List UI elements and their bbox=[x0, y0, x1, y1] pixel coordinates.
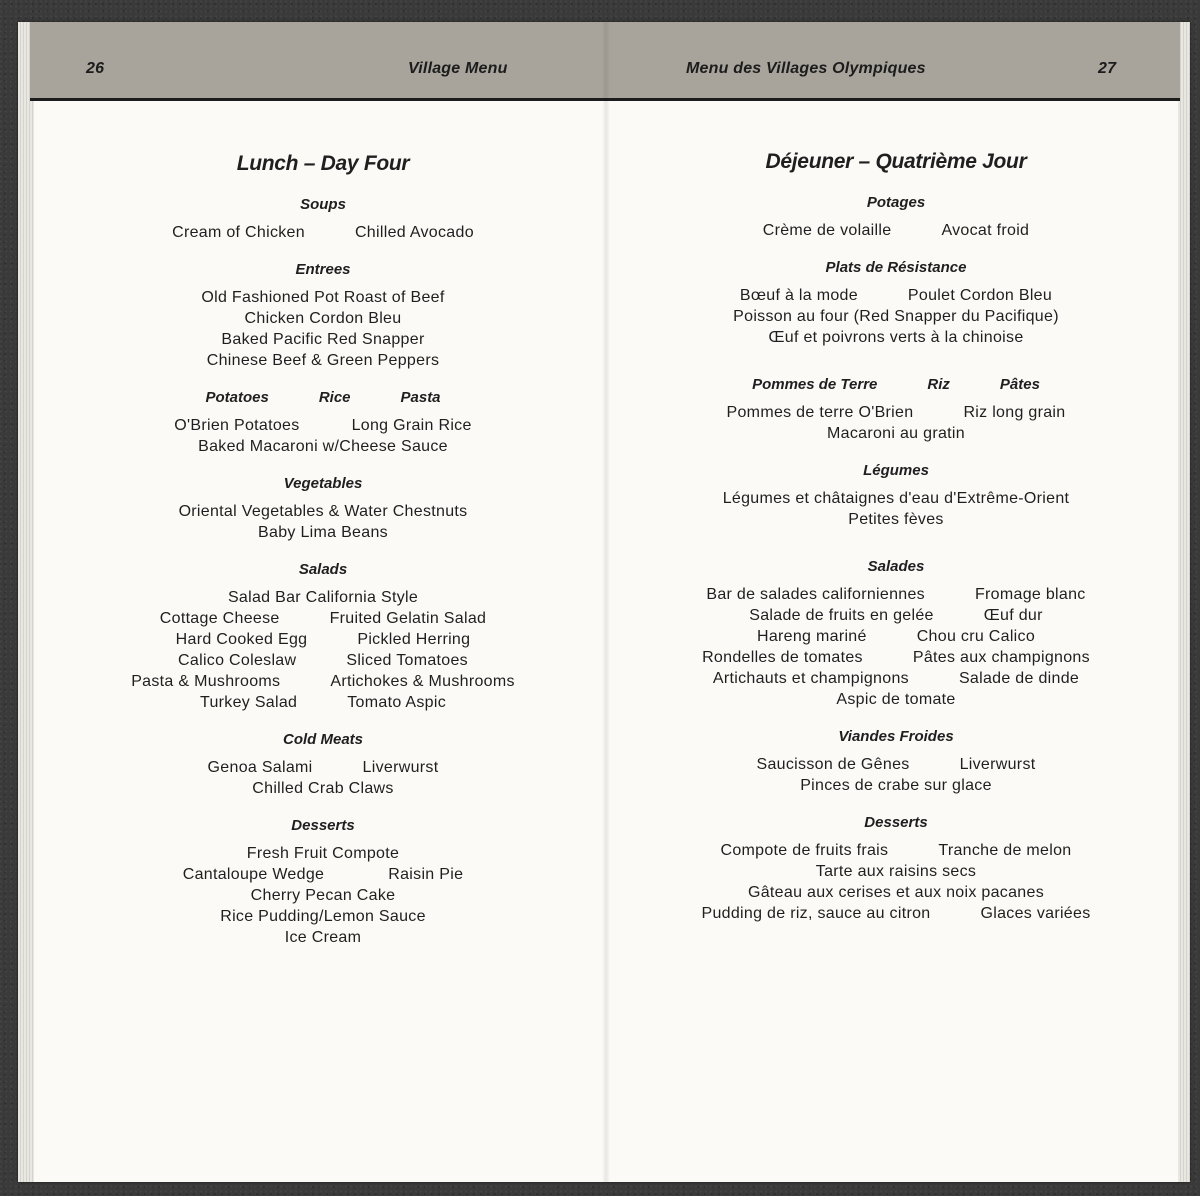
menu-item: Salade de dinde bbox=[958, 670, 1080, 687]
menu-item: Sliced Tomatoes bbox=[346, 652, 468, 669]
menu-item: Légumes et châtaignes d'eau d'Extrême-Orient bbox=[722, 490, 1070, 507]
section-heading: Riz bbox=[927, 376, 950, 393]
menu-title: Déjeuner – Quatrième Jour bbox=[765, 150, 1027, 173]
menu-item: Chou cru Calico bbox=[916, 628, 1036, 645]
menu-item: Rondelles de tomates bbox=[702, 649, 863, 666]
viandes-section bbox=[616, 728, 1176, 796]
section-heading: Soups bbox=[300, 196, 346, 213]
menu-line bbox=[616, 903, 1176, 924]
menu-item: Macaroni au gratin bbox=[827, 425, 965, 442]
menu-item: Artichauts et champignons bbox=[712, 670, 909, 687]
section-heading: Salades bbox=[867, 558, 925, 575]
section-heading: Pasta bbox=[400, 389, 441, 406]
menu-item: Pickled Herring bbox=[357, 631, 471, 648]
menu-line bbox=[58, 415, 588, 436]
menu-item: Compote de fruits frais bbox=[720, 842, 889, 859]
menu-line bbox=[58, 864, 588, 885]
menu-item: Chicken Cordon Bleu bbox=[244, 310, 402, 327]
menu-item: Pudding de riz, sauce au citron bbox=[701, 905, 931, 922]
menu-item: Baby Lima Beans bbox=[258, 524, 388, 541]
menu-item: Oriental Vegetables & Water Chestnuts bbox=[178, 503, 468, 520]
section-heading: Cold Meats bbox=[282, 731, 363, 748]
menu-item: Salade de fruits en gelée bbox=[749, 607, 934, 624]
menu-item: Poisson au four (Red Snapper du Pacifique) bbox=[733, 308, 1059, 325]
menu-line bbox=[616, 584, 1176, 605]
menu-line bbox=[616, 754, 1176, 775]
section-heading: Desserts bbox=[864, 814, 928, 831]
menu-item: Old Fashioned Pot Roast of Beef bbox=[201, 289, 445, 306]
menu-line bbox=[58, 650, 588, 671]
entrees-section bbox=[58, 261, 588, 371]
menu-line bbox=[616, 668, 1176, 689]
starches-section bbox=[58, 389, 588, 457]
section-heading: Desserts bbox=[291, 817, 355, 834]
salades-section bbox=[616, 558, 1176, 710]
menu-item: Baked Macaroni w/Cheese Sauce bbox=[198, 438, 448, 455]
right-page-menu bbox=[616, 150, 1176, 942]
menu-item: Fresh Fruit Compote bbox=[246, 845, 400, 862]
menu-item: Cream of Chicken bbox=[172, 224, 305, 241]
menu-item: Genoa Salami bbox=[207, 759, 313, 776]
menu-item: Calico Coleslaw bbox=[178, 652, 297, 669]
starches-headings bbox=[58, 389, 588, 409]
menu-title: Lunch – Day Four bbox=[236, 152, 410, 175]
left-running-title: Village Menu bbox=[408, 60, 508, 77]
menu-item: Rice Pudding/Lemon Sauce bbox=[220, 908, 426, 925]
menu-item: Liverwurst bbox=[362, 759, 439, 776]
salads-section bbox=[58, 561, 588, 713]
menu-item: Turkey Salad bbox=[199, 694, 298, 711]
menu-line bbox=[616, 626, 1176, 647]
menu-item: Baked Pacific Red Snapper bbox=[221, 331, 425, 348]
menu-item: Pasta & Mushrooms bbox=[131, 673, 281, 690]
menu-line bbox=[58, 608, 588, 629]
menu-item: Poulet Cordon Bleu bbox=[907, 287, 1053, 304]
menu-item: Pommes de terre O'Brien bbox=[726, 404, 914, 421]
menu-item: Œuf dur bbox=[983, 607, 1043, 624]
menu-item: Tranche de melon bbox=[938, 842, 1072, 859]
section-heading: Potages bbox=[866, 194, 926, 211]
menu-line bbox=[616, 647, 1176, 668]
section-heading: Légumes bbox=[863, 462, 929, 479]
menu-booklet-spread bbox=[18, 22, 1190, 1182]
menu-item: Raisin Pie bbox=[388, 866, 464, 883]
menu-item: Aspic de tomate bbox=[836, 691, 956, 708]
right-running-title: Menu des Villages Olympiques bbox=[686, 60, 926, 77]
menu-line bbox=[616, 402, 1176, 423]
legumes-section bbox=[616, 462, 1176, 530]
menu-item: Hareng mariné bbox=[756, 628, 867, 645]
menu-item: Artichokes & Mushrooms bbox=[330, 673, 515, 690]
menu-item: Petites fèves bbox=[848, 511, 944, 528]
menu-item: Chilled Crab Claws bbox=[252, 780, 394, 797]
menu-item: Pâtes aux champignons bbox=[912, 649, 1090, 666]
section-heading: Entrees bbox=[295, 261, 351, 278]
menu-item: Bœuf à la mode bbox=[739, 287, 858, 304]
menu-item: O'Brien Potatoes bbox=[174, 417, 300, 434]
menu-line bbox=[58, 671, 588, 692]
plats-section bbox=[616, 259, 1176, 348]
menu-item: Ice Cream bbox=[284, 929, 362, 946]
menu-line bbox=[58, 222, 588, 243]
menu-line bbox=[58, 629, 588, 650]
menu-item: Chilled Avocado bbox=[354, 224, 474, 241]
section-heading: Plats de Résistance bbox=[825, 259, 967, 276]
menu-item: Œuf et poivrons verts à la chinoise bbox=[768, 329, 1024, 346]
section-heading: Potatoes bbox=[205, 389, 269, 406]
menu-item: Cantaloupe Wedge bbox=[182, 866, 325, 883]
starches-headings bbox=[616, 376, 1176, 396]
menu-item: Long Grain Rice bbox=[351, 417, 472, 434]
menu-item: Fromage blanc bbox=[974, 586, 1086, 603]
page-edges-left bbox=[18, 22, 34, 1182]
menu-item: Fruited Gelatin Salad bbox=[329, 610, 487, 627]
menu-item: Pinces de crabe sur glace bbox=[800, 777, 992, 794]
section-heading: Salads bbox=[298, 561, 348, 578]
menu-line bbox=[616, 220, 1176, 241]
menu-line bbox=[616, 285, 1176, 306]
menu-item: Chinese Beef & Green Peppers bbox=[206, 352, 440, 369]
menu-line bbox=[616, 840, 1176, 861]
page-edges-right bbox=[1178, 22, 1190, 1182]
vegetables-section bbox=[58, 475, 588, 543]
menu-item: Glaces variées bbox=[980, 905, 1091, 922]
right-page-number: 27 bbox=[1098, 60, 1117, 77]
menu-item: Bar de salades californiennes bbox=[706, 586, 925, 603]
menu-item: Liverwurst bbox=[959, 756, 1036, 773]
menu-line bbox=[58, 757, 588, 778]
menu-item: Salad Bar California Style bbox=[227, 589, 419, 606]
menu-line bbox=[616, 605, 1176, 626]
section-heading: Pâtes bbox=[999, 376, 1040, 393]
left-page-menu bbox=[58, 152, 588, 966]
section-heading: Viandes Froides bbox=[838, 728, 954, 745]
section-heading: Rice bbox=[318, 389, 351, 406]
cold-meats-section bbox=[58, 731, 588, 799]
menu-item: Cherry Pecan Cake bbox=[250, 887, 396, 904]
menu-item: Tarte aux raisins secs bbox=[815, 863, 977, 880]
menu-item: Cottage Cheese bbox=[159, 610, 280, 627]
menu-item: Avocat froid bbox=[941, 222, 1030, 239]
section-heading: Pommes de Terre bbox=[752, 376, 878, 393]
pommes-section bbox=[616, 376, 1176, 444]
menu-item: Hard Cooked Egg bbox=[175, 631, 308, 648]
menu-item: Gâteau aux cerises et aux noix pacanes bbox=[747, 884, 1045, 901]
book-gutter bbox=[602, 22, 610, 1182]
menu-item: Crème de volaille bbox=[762, 222, 892, 239]
desserts-section bbox=[58, 817, 588, 948]
section-heading: Vegetables bbox=[283, 475, 363, 492]
desserts-fr-section bbox=[616, 814, 1176, 924]
menu-line bbox=[58, 692, 588, 713]
left-page-number: 26 bbox=[86, 60, 105, 77]
menu-item: Tomato Aspic bbox=[347, 694, 447, 711]
menu-item: Saucisson de Gênes bbox=[756, 756, 910, 773]
potages-section bbox=[616, 194, 1176, 241]
menu-item: Riz long grain bbox=[963, 404, 1066, 421]
soups-section bbox=[58, 196, 588, 243]
